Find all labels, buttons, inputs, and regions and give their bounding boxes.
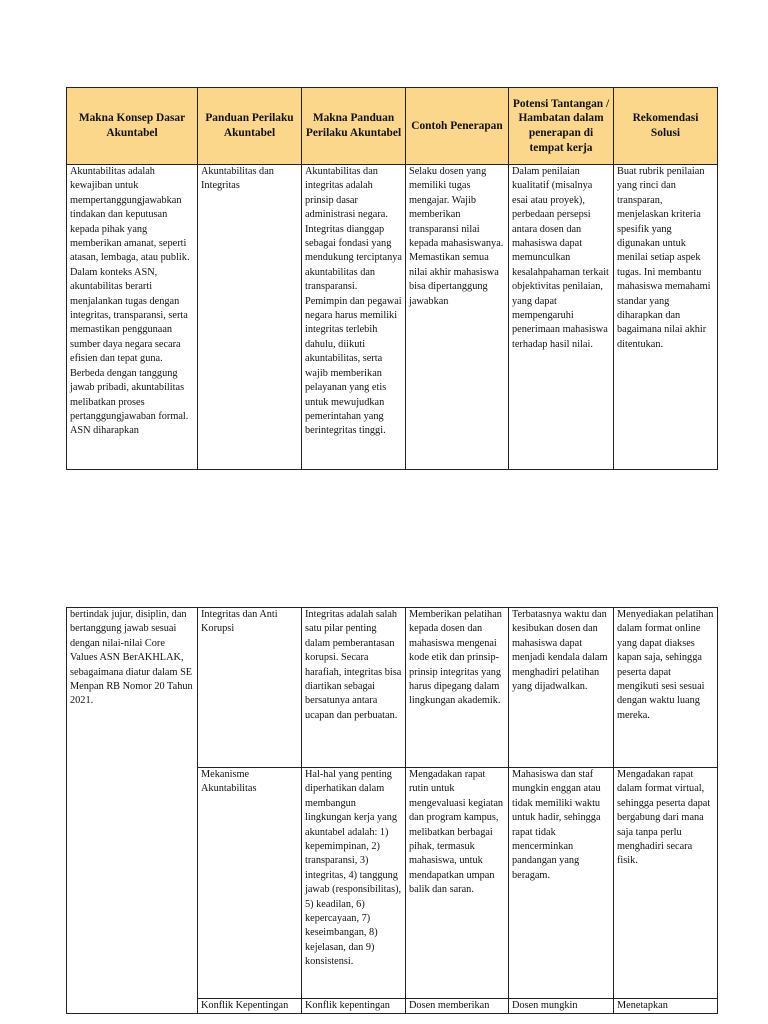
table-cell: Akuntabilitas adalah kewajiban untuk mempertanggungjawabkan tindakan dan keputusan kepada pihak yang memberikan amanat, seperti atasan, lembaga, atau publik. Dalam konteks ASN, akuntabilitas berarti menjalankan tugas dengan integritas, transparansi, serta memastikan penggunaan sumber daya negara secara efisien dan tepat guna. Berbeda dengan tanggung jawab pribadi, akuntabilitas melibatkan proses pertanggungjawaban formal. ASN diharapkan bbox=[67, 165, 198, 470]
table-cell: Terbatasnya waktu dan kesibukan dosen dan mahasiswa dapat menjadi kendala dalam menghadiri pelatihan yang dijadwalkan. bbox=[509, 608, 614, 768]
header-rekomendasi-solusi: Rekomendasi Solusi bbox=[614, 88, 718, 165]
table-cell: Konflik Kepentingan bbox=[198, 999, 302, 1014]
table-cell: Integritas dan Anti Korupsi bbox=[198, 608, 302, 768]
accountability-table-page-1 bbox=[66, 87, 718, 470]
table-cell: Konflik kepentingan bbox=[302, 999, 406, 1014]
table-cell: Mahasiswa dan staf mungkin enggan atau tidak memiliki waktu untuk hadir, sehingga rapat tidak mencerminkan pandangan yang beragam. bbox=[509, 768, 614, 999]
table-cell: Menetapkan bbox=[614, 999, 718, 1014]
table-cell: Menyediakan pelatihan dalam format online yang dapat diakses kapan saja, sehingga peserta dapat mengikuti sesi sesuai dengan waktu luang mereka. bbox=[614, 608, 718, 768]
table-cell: Akuntabilitas dan Integritas bbox=[198, 165, 302, 470]
header-panduan-perilaku: Panduan Perilaku Akuntabel bbox=[198, 88, 302, 165]
header-makna-konsep: Makna Konsep Dasar Akuntabel bbox=[67, 88, 198, 165]
header-makna-panduan: Makna Panduan Perilaku Akuntabel bbox=[302, 88, 406, 165]
header-potensi-tantangan: Potensi Tantangan / Hambatan dalam penerapan di tempat kerja bbox=[509, 88, 614, 165]
table-cell: Memberikan pelatihan kepada dosen dan mahasiswa mengenai kode etik dan prinsip-prinsip integritas yang harus dipegang dalam lingkungan akademik. bbox=[406, 608, 509, 768]
accountability-table-page-2 bbox=[66, 607, 718, 1014]
table-cell: Buat rubrik penilaian yang rinci dan transparan, menjelaskan kriteria spesifik yang digunakan untuk menilai setiap aspek tugas. Ini membantu mahasiswa memahami standar yang diharapkan dan bagaimana nilai akhir ditentukan. bbox=[614, 165, 718, 470]
table-cell: Integritas adalah salah satu pilar penting dalam pemberantasan korupsi. Secara harafiah, integritas bisa diartikan sebagai bersatunya antara ucapan dan perbuatan. bbox=[302, 608, 406, 768]
table-cell: Dosen mungkin bbox=[509, 999, 614, 1014]
table-cell: Mengadakan rapat dalam format virtual, sehingga peserta dapat bergabung dari mana saja tanpa perlu menghadiri secara fisik. bbox=[614, 768, 718, 999]
table-cell: Selaku dosen yang memiliki tugas mengajar. Wajib memberikan transparansi nilai kepada mahasiswanya. Memastikan semua nilai akhir mahasiswa bisa dipertanggung jawabkan bbox=[406, 165, 509, 470]
table-row bbox=[67, 165, 718, 470]
table-cell: Akuntabilitas dan integritas adalah prinsip dasar administrasi negara. Integritas dianggap sebagai fondasi yang mendukung terciptanya akuntabilitas dan transparansi. Pemimpin dan pegawai negara harus memiliki integritas terlebih dahulu, diikuti akuntabilitas, serta wajib memberikan pelayanan yang etis untuk mewujudkan pemerintahan yang berintegritas tinggi. bbox=[302, 165, 406, 470]
table-cell: Dosen memberikan bbox=[406, 999, 509, 1014]
table-row bbox=[67, 608, 718, 768]
table-cell: Hal-hal yang penting diperhatikan dalam membangun lingkungan kerja yang akuntabel adalah: 1) kepemimpinan, 2) transparansi, 3) integritas, 4) tanggung jawab (responsibilitas), 5) keadilan, 6) kepercayaan, 7) keseimbangan, 8) kejelasan, dan 9) konsistensi. bbox=[302, 768, 406, 999]
table-header-row bbox=[67, 88, 718, 165]
header-contoh-penerapan: Contoh Penerapan bbox=[406, 88, 509, 165]
table-cell: Dalam penilaian kualitatif (misalnya esai atau proyek), perbedaan persepsi antara dosen dan mahasiswa dapat memunculkan kesalahpahaman terkait objektivitas penilaian, yang dapat mempengaruhi penerimaan mahasiswa terhadap hasil nilai. bbox=[509, 165, 614, 470]
table-cell: Mengadakan rapat rutin untuk mengevaluasi kegiatan dan program kampus, melibatkan berbagai pihak, termasuk mahasiswa, untuk mendapatkan umpan balik dan saran. bbox=[406, 768, 509, 999]
table-cell: Mekanisme Akuntabilitas bbox=[198, 768, 302, 999]
table-cell: bertindak jujur, disiplin, dan bertanggung jawab sesuai dengan nilai-nilai Core Values ASN BerAKHLAK, sebagaimana diatur dalam SE Menpan RB Nomor 20 Tahun 2021. bbox=[67, 608, 198, 1014]
